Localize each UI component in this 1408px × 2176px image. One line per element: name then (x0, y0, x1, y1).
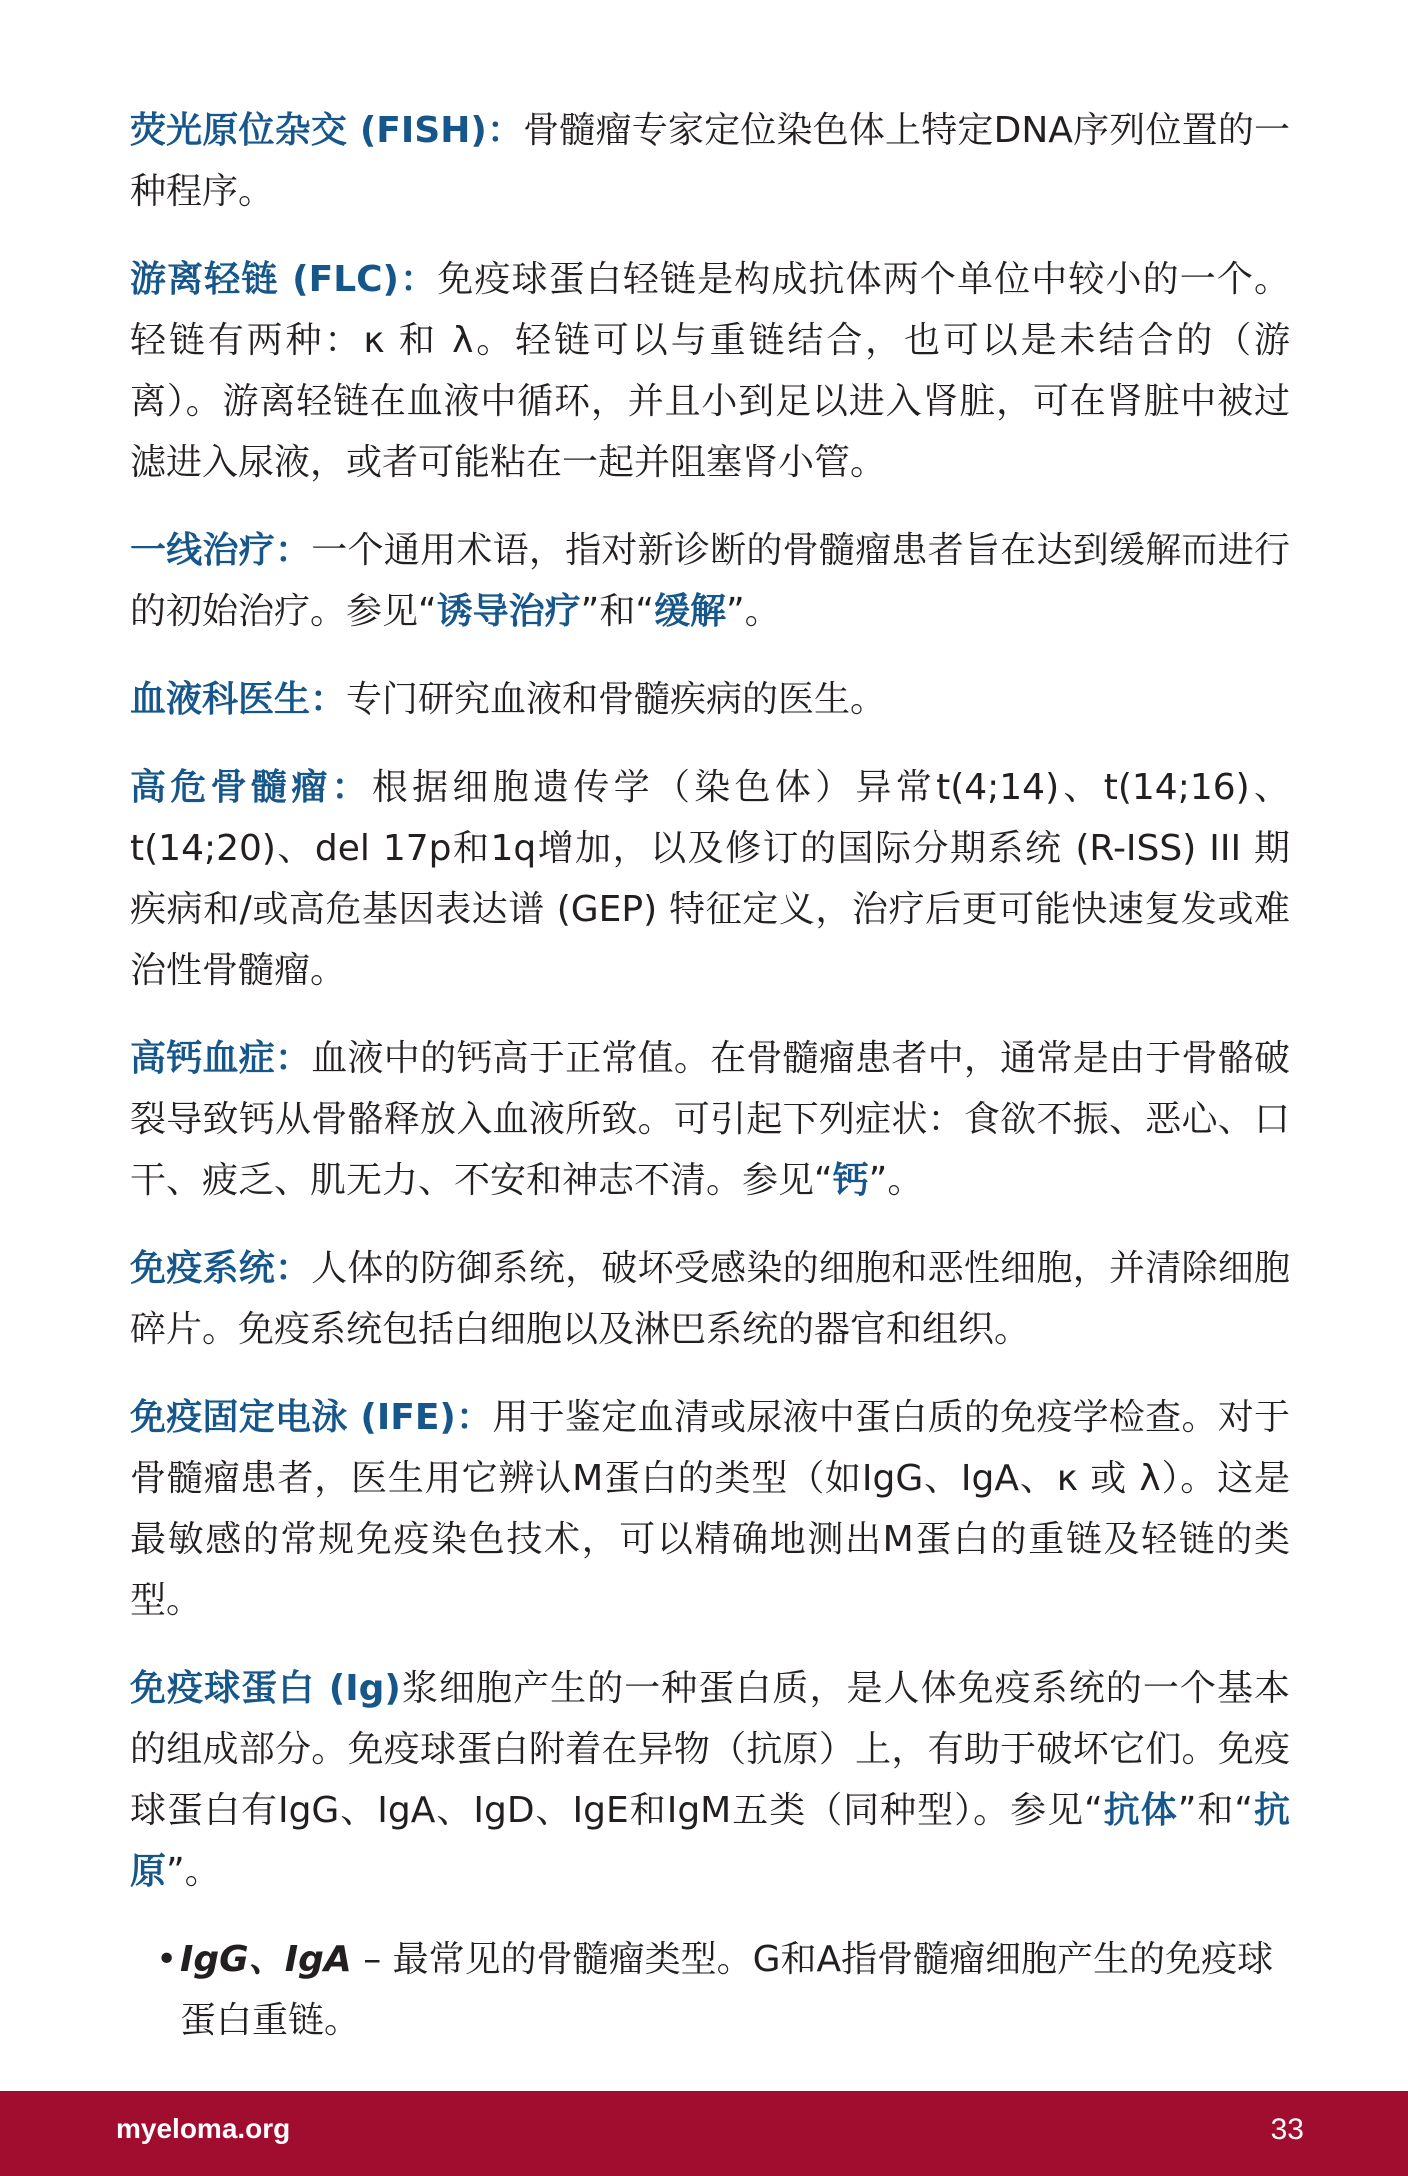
glossary-term: 游离轻链 (FLC)： (130, 259, 438, 300)
cross-reference-link[interactable]: 钙 (832, 1160, 869, 1201)
glossary-content (130, 100, 1290, 2051)
definition-tail: ”。 (868, 1160, 924, 1201)
glossary-term: 免疫系统： (130, 1248, 312, 1289)
cross-reference-link[interactable]: 抗体 (1102, 1790, 1178, 1831)
glossary-entry-first-line-therapy (130, 520, 1290, 642)
glossary-term: 免疫固定电泳 (IFE)： (130, 1397, 493, 1438)
glossary-term: 高钙血症： (130, 1038, 312, 1079)
glossary-definition: 骨髓瘤专家定位染色体上特定DNA序列位置的一种程序。 (130, 110, 1291, 212)
cross-reference-link[interactable]: 缓解 (653, 591, 726, 632)
glossary-definition: 人体的防御系统，破坏受感染的细胞和恶性细胞，并清除细胞碎片。免疫系统包括白细胞以及淋巴系统的器官和组织。 (130, 1248, 1290, 1350)
bullet-dot-icon: • (156, 1939, 178, 1980)
cross-reference-link[interactable]: 诱导治疗 (436, 591, 581, 632)
page-footer (0, 2091, 1408, 2176)
glossary-term: 荧光原位杂交 (FISH)： (130, 110, 524, 151)
glossary-entry-ife (130, 1387, 1290, 1631)
bullet-term: IgG、IgA (180, 1939, 352, 1980)
glossary-term: 高危骨髓瘤： (130, 767, 372, 808)
definition-tail: ”。 (726, 591, 781, 632)
glossary-entry-fish (130, 100, 1290, 222)
glossary-definition: 用于鉴定血清或尿液中蛋白质的免疫学检查。对于骨髓瘤患者，医生用它辨认M蛋白的类型（如IgG、IgA、κ 或 λ）。这是最敏感的常规免疫染色技术，可以精确地测出M蛋白的重链及轻链的类型。 (130, 1397, 1290, 1621)
glossary-definition: 免疫球蛋白轻链是构成抗体两个单位中较小的一个。轻链有两种：κ 和 λ。轻链可以与重链结合，也可以是未结合的（游离）。游离轻链在血液中循环，并且小到足以进入肾脏，可在肾脏中被过滤进入尿液，或者可能粘在一起并阻塞肾小管。 (130, 259, 1290, 483)
glossary-entry-hematologist (130, 669, 1290, 730)
cross-reference-link[interactable]: 抗原 (130, 1790, 1290, 1892)
glossary-term: 血液科医生： (130, 679, 347, 720)
glossary-definition: 专门研究血液和骨髓疾病的医生。 (346, 679, 887, 720)
bullet-item-igg-iga (130, 1929, 1290, 2051)
definition-connector: ”和“ (1177, 1790, 1253, 1831)
glossary-definition: 浆细胞产生的一种蛋白质，是人体免疫系统的一个基本的组成部分。免疫球蛋白附着在异物（抗原）上，有助于破坏它们。免疫球蛋白有IgG、IgA、IgD、IgE和IgM五类（同种型）。参见“ (130, 1668, 1290, 1831)
glossary-entry-immune-system (130, 1238, 1290, 1360)
glossary-definition: 血液中的钙高于正常值。在骨髓瘤患者中，通常是由于骨骼破裂导致钙从骨骼释放入血液所致。可引起下列症状：食欲不振、恶心、口干、疲乏、肌无力、不安和神志不清。参见“ (130, 1038, 1290, 1201)
definition-tail: ”。 (166, 1851, 221, 1892)
glossary-definition: 一个通用术语，指对新诊断的骨髓瘤患者旨在达到缓解而进行的初始治疗。参见“ (130, 530, 1290, 632)
bullet-definition: – 最常见的骨髓瘤类型。G和A指骨髓瘤细胞产生的免疫球蛋白重链。 (180, 1939, 1274, 2041)
page-number: 33 (1270, 2113, 1304, 2146)
glossary-entry-hypercalcemia (130, 1028, 1290, 1211)
glossary-term: 免疫球蛋白 (Ig) (130, 1668, 401, 1709)
glossary-entry-high-risk-myeloma (130, 757, 1290, 1001)
footer-site-link[interactable]: myeloma.org (116, 2113, 291, 2144)
glossary-entry-immunoglobulin (130, 1658, 1290, 1902)
glossary-term: 一线治疗： (130, 530, 312, 571)
definition-connector: ”和“ (580, 591, 654, 632)
glossary-entry-flc (130, 249, 1290, 493)
glossary-definition: 根据细胞遗传学（染色体）异常t(4;14)、t(14;16)、t(14;20)、del 17p和1q增加，以及修订的国际分期系统 (R-ISS) III 期疾病和/或高危基因表达谱 (GEP) 特征定义，治疗后更可能快速复发或难治性骨髓瘤。 (130, 767, 1290, 991)
